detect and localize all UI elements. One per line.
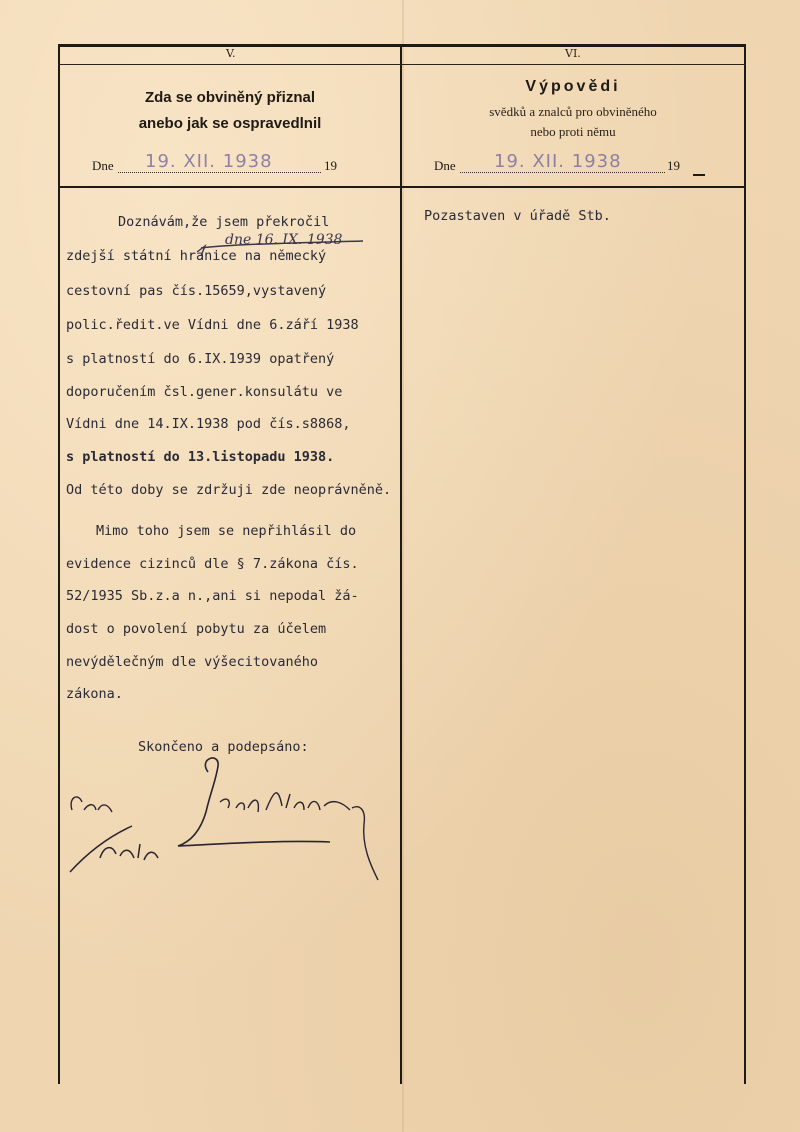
left-date-dotted-line [118, 172, 321, 173]
statement-line-7: Vídni dne 14.IX.1938 pod čís.s8868, [66, 416, 351, 432]
right-year-suffix: 19 [667, 158, 680, 173]
signature-main-surname [266, 793, 378, 880]
table-left-border [58, 44, 60, 1084]
closing-line: Skončeno a podepsáno: [138, 739, 309, 755]
statement-line-5: s platností do 6.IX.1939 opatřený [66, 351, 335, 367]
statement-line-10: Mimo toho jsem se nepřihlásil do [96, 523, 357, 539]
right-header-title: Výpovědi [525, 78, 621, 95]
statement-line-1: Doznávám,že jsem překročil [118, 214, 330, 230]
right-header-subtitle-line1: svědků a znalců pro obviněného [489, 104, 657, 119]
statement-line-13: dost o povolení pobytu za účelem [66, 621, 327, 637]
statement-line-4: polic.ředit.ve Vídni dne 6.září 1938 [66, 317, 359, 333]
signature-lower-left [70, 826, 158, 872]
handwritten-date-insert [195, 226, 405, 260]
table-right-border [744, 44, 746, 1084]
right-header-subtitle-line2: nebo proti němu [530, 124, 616, 139]
statement-line-8: s platností do 13.listopadu 1938. [66, 449, 335, 465]
handwritten-date-text: dne 16. IX. 1938 [225, 232, 343, 248]
right-date-label: Dne [434, 158, 456, 173]
right-column-note: Pozastaven v úřadě Stb. [424, 208, 611, 224]
table-top-border [58, 44, 746, 47]
statement-line-12: 52/1935 Sb.z.a n.,ani si nepodal žá- [66, 588, 359, 604]
statement-line-14: nevýdělečným dle výšecitovaného [66, 654, 318, 670]
column-number-left: V. [226, 47, 236, 60]
signature-small-left [71, 797, 112, 812]
statement-line-6: doporučením čsl.gener.konsulátu ve [66, 384, 343, 400]
left-date-stamp: 19. XII. 1938 [145, 151, 273, 172]
statement-line-2: zdejší státní hranice na německý [66, 248, 327, 264]
signatures [60, 750, 400, 890]
page-fold [402, 0, 404, 1132]
column-number-right: VI. [565, 47, 581, 60]
statement-line-3: cestovní pas čís.15659,vystavený [66, 283, 327, 299]
signature-main-stroke [178, 758, 330, 846]
statement-line-9: Od této doby se zdržuji zde neoprávněně. [66, 482, 392, 498]
header-bottom-rule [58, 186, 746, 188]
signature-main-first-name [220, 799, 258, 812]
margin-tick-mark [693, 174, 705, 176]
statement-line-11: evidence cizinců dle § 7.zákona čís. [66, 556, 359, 572]
statement-line-15: zákona. [66, 686, 123, 702]
left-header-title-line2: anebo jak se ospravedlnil [138, 115, 322, 132]
left-header-title-line1: Zda se obviněný přiznal [144, 89, 316, 106]
right-date-stamp: 19. XII. 1938 [494, 151, 622, 172]
left-date-label: Dne [92, 158, 114, 173]
right-date-dotted-line [460, 172, 665, 173]
column-divider [400, 44, 402, 1084]
left-year-suffix: 19 [324, 158, 337, 173]
column-number-rule [58, 64, 746, 65]
